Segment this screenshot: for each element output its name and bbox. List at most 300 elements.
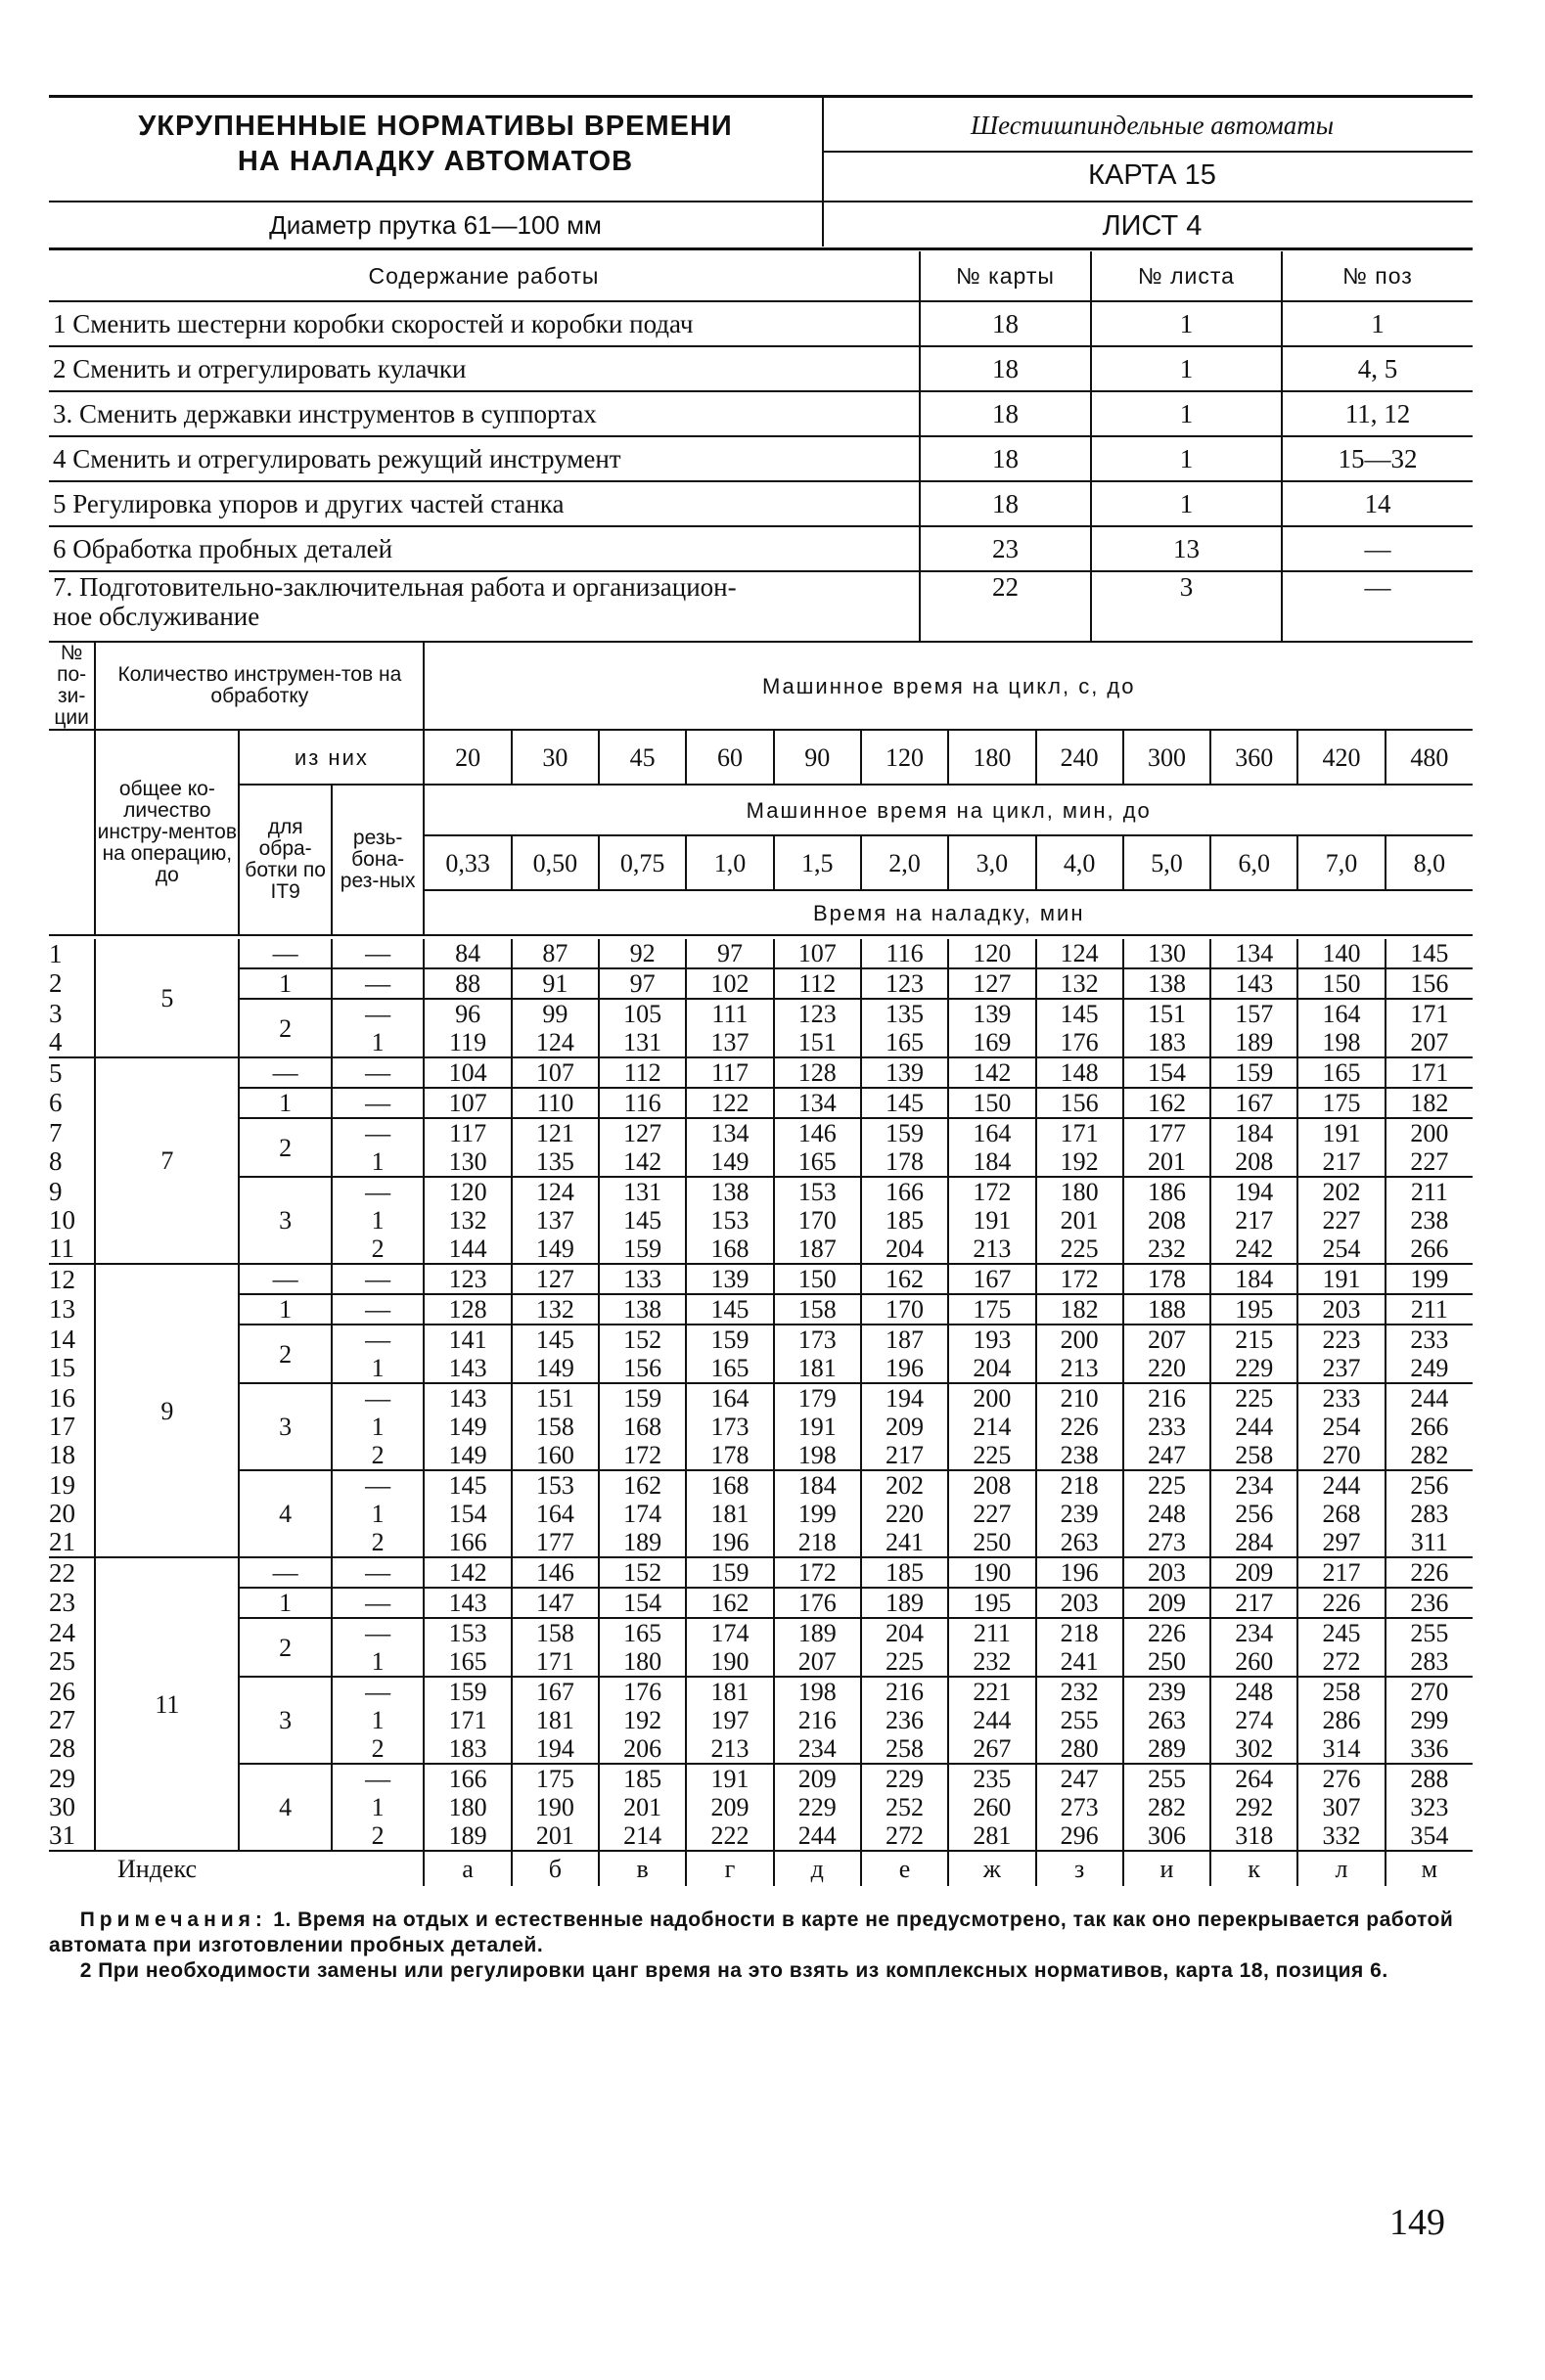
setup-time-value: 203 [1036, 1588, 1123, 1618]
setup-time-value: 189 [861, 1588, 948, 1618]
work-row [49, 346, 1473, 391]
setup-time-value: 112 [599, 1057, 686, 1088]
setup-time-value: 107 [774, 939, 861, 968]
setup-time-value: 162 [1123, 1088, 1210, 1118]
setup-time-value: 116 [861, 939, 948, 968]
sheet-number: ЛИСТ 4 [1102, 210, 1203, 242]
setup-time-value: 151 158 160 [512, 1383, 599, 1470]
setup-time-value: 207 220 [1123, 1325, 1210, 1383]
setup-time-value: 156 [1036, 1088, 1123, 1118]
setup-time-value: 172 [774, 1557, 861, 1588]
index-letter: в [599, 1851, 686, 1886]
setup-time-value: 200 214 225 [948, 1383, 1035, 1470]
setup-time-value: 158 171 [512, 1618, 599, 1677]
it9-tools: — [239, 939, 332, 968]
header-minutes: 1,5 [774, 835, 861, 890]
setup-time-value: 209 229 244 [774, 1764, 861, 1851]
work-text: 4 Сменить и отрегулировать режущий инструмент [49, 436, 920, 481]
position-numbers: 2 [49, 968, 63, 998]
header-block [49, 95, 1473, 251]
setup-time-value: 202 227 254 [1297, 1177, 1385, 1264]
total-tools: 5 [95, 939, 239, 1057]
threading-tools: — 1 2 [332, 1470, 425, 1557]
table-row [49, 1677, 1473, 1764]
setup-time-value: 210 226 238 [1036, 1383, 1123, 1470]
setup-time-value: 247 273 296 [1036, 1764, 1123, 1851]
setup-time-value: 211 238 266 [1386, 1177, 1473, 1264]
setup-time-value: 234 260 [1210, 1618, 1297, 1677]
setup-time-value: 159 [686, 1557, 773, 1588]
it9-tools: — [239, 1264, 332, 1294]
setup-time-value: 204 225 [861, 1618, 948, 1677]
setup-time-value: 139 [686, 1264, 773, 1294]
work-content-table [49, 251, 1473, 643]
setup-time-value: 177 201 [1123, 1118, 1210, 1177]
work-pos: 4, 5 [1282, 346, 1473, 391]
setup-time-value: 96 119 [424, 999, 511, 1057]
table-row [49, 1383, 1473, 1470]
header-seconds: 90 [774, 730, 861, 785]
header-seconds: 300 [1123, 730, 1210, 785]
work-text: 2 Сменить и отрегулировать кулачки [49, 346, 920, 391]
it9-tools: 1 [239, 1088, 332, 1118]
setup-time-value: 244 268 297 [1297, 1470, 1385, 1557]
work-sheet: 1 [1091, 481, 1282, 526]
setup-time-value: 184 [1210, 1264, 1297, 1294]
setup-time-value: 145 176 [1036, 999, 1123, 1057]
setup-time-value: 223 237 [1297, 1325, 1385, 1383]
setup-time-value: 195 [948, 1588, 1035, 1618]
work-sheet: 1 [1091, 436, 1282, 481]
setup-time-value: 102 [686, 968, 773, 999]
work-row [49, 391, 1473, 436]
setup-time-value: 196 [1036, 1557, 1123, 1588]
setup-time-value: 180 201 225 [1036, 1177, 1123, 1264]
it9-tools: 3 [239, 1383, 332, 1470]
setup-time-value: 152 [599, 1557, 686, 1588]
header-machine-time-sec: Машинное время на цикл, с, до [424, 643, 1473, 730]
work-card: 22 [920, 571, 1091, 642]
header-minutes: 8,0 [1386, 835, 1473, 890]
setup-time-value: 159 165 [686, 1325, 773, 1383]
setup-time-value: 171 [1386, 1057, 1473, 1088]
threading-tools: — [332, 1294, 425, 1325]
setup-time-value: 191 209 222 [686, 1764, 773, 1851]
work-text: 3. Сменить державки инструментов в суппортах [49, 391, 920, 436]
setup-time-value: 239 263 289 [1123, 1677, 1210, 1764]
setup-time-value: 159 178 [861, 1118, 948, 1177]
setup-time-value: 117 [686, 1057, 773, 1088]
it9-tools: — [239, 1557, 332, 1588]
header-minutes: 4,0 [1036, 835, 1123, 890]
setup-time-value: 198 216 234 [774, 1677, 861, 1764]
setup-time-value: 176 [774, 1588, 861, 1618]
setup-time-value: 188 [1123, 1294, 1210, 1325]
work-row [49, 481, 1473, 526]
it9-tools: 2 [239, 1618, 332, 1677]
it9-tools: 1 [239, 1588, 332, 1618]
setup-time-value: 244 266 282 [1386, 1383, 1473, 1470]
setup-time-value: 159 168 172 [599, 1383, 686, 1470]
setup-time-value: 107 [424, 1088, 511, 1118]
setup-time-value: 145 154 166 [424, 1470, 511, 1557]
threading-tools: — [332, 1588, 425, 1618]
setup-time-value: 255 282 306 [1123, 1764, 1210, 1851]
work-text: 5 Регулировка упоров и других частей станка [49, 481, 920, 526]
work-header-pos: № поз [1282, 251, 1473, 301]
header-seconds: 20 [424, 730, 511, 785]
work-header-content: Содержание работы [49, 251, 920, 301]
work-sheet: 1 [1091, 391, 1282, 436]
it9-tools: — [239, 1057, 332, 1088]
threading-tools: — [332, 1557, 425, 1588]
work-sheet: 1 [1091, 301, 1282, 346]
table-row [49, 1264, 1473, 1294]
setup-time-value: 162 [686, 1588, 773, 1618]
setup-time-value: 175 190 201 [512, 1764, 599, 1851]
setup-time-value: 184 208 [1210, 1118, 1297, 1177]
setup-time-value: 146 [512, 1557, 599, 1588]
setup-time-value: 143 149 149 [424, 1383, 511, 1470]
index-letter: д [774, 1851, 861, 1886]
setup-time-value: 158 [774, 1294, 861, 1325]
setup-time-value: 225 248 273 [1123, 1470, 1210, 1557]
setup-time-value: 162 174 189 [599, 1470, 686, 1557]
it9-tools: 2 [239, 1118, 332, 1177]
setup-time-value: 256 283 311 [1386, 1470, 1473, 1557]
position-numbers: 5 [49, 1057, 63, 1088]
setup-time-value: 154 [1123, 1057, 1210, 1088]
setup-time-value: 133 [599, 1264, 686, 1294]
setup-time-value: 200 213 [1036, 1325, 1123, 1383]
index-letter: к [1210, 1851, 1297, 1886]
it9-tools: 1 [239, 968, 332, 999]
work-header-sheet: № листа [1091, 251, 1282, 301]
setup-time-value: 116 [599, 1088, 686, 1118]
setup-time-value: 153 165 [424, 1618, 511, 1677]
setup-time-value: 276 307 332 [1297, 1764, 1385, 1851]
index-letter: е [861, 1851, 948, 1886]
setup-time-value: 199 [1386, 1264, 1473, 1294]
setup-time-value: 172 [1036, 1264, 1123, 1294]
header-threading: резь-бона-рез-ных [332, 785, 425, 935]
document-title: УКРУПНЕННЫЕ НОРМАТИВЫ ВРЕМЕНИ НА НАЛАДКУ АВТОМАТОВ [138, 111, 733, 177]
setup-time-value: 203 [1123, 1557, 1210, 1588]
setup-time-value: 145 [686, 1294, 773, 1325]
setup-time-value: 84 [424, 939, 511, 968]
setup-time-value: 202 220 241 [861, 1470, 948, 1557]
threading-tools: — 1 [332, 1618, 425, 1677]
setup-time-value: 171 192 [1036, 1118, 1123, 1177]
setup-time-value: 203 [1297, 1294, 1385, 1325]
setup-time-value: 216 236 258 [861, 1677, 948, 1764]
setup-time-value: 139 169 [948, 999, 1035, 1057]
position-numbers: 1 [49, 938, 63, 968]
header-minutes: 2,0 [861, 835, 948, 890]
threading-tools: — 1 2 [332, 1177, 425, 1264]
setup-time-value: 245 272 [1297, 1618, 1385, 1677]
setup-time-value: 123 [861, 968, 948, 999]
index-letter: з [1036, 1851, 1123, 1886]
it9-tools: 3 [239, 1177, 332, 1264]
it9-tools: 2 [239, 999, 332, 1057]
setup-time-value: 181 197 213 [686, 1677, 773, 1764]
work-card: 18 [920, 481, 1091, 526]
setup-time-value: 97 [599, 968, 686, 999]
position-numbers: 29 30 31 [49, 1764, 95, 1851]
setup-time-value: 189 207 [774, 1618, 861, 1677]
setup-time-value: 130 [1123, 939, 1210, 968]
setup-time-value: 145 [1386, 939, 1473, 968]
threading-tools: — [332, 1264, 425, 1294]
work-text: 1 Сменить шестерни коробки скоростей и коробки подач [49, 301, 920, 346]
setup-time-value: 127 [512, 1264, 599, 1294]
header-minutes: 0,33 [424, 835, 511, 890]
setup-time-value: 218 241 [1036, 1618, 1123, 1677]
setup-time-value: 171 207 [1386, 999, 1473, 1057]
setup-time-value: 164 184 [948, 1118, 1035, 1177]
work-row [49, 436, 1473, 481]
setup-time-value: 167 [948, 1264, 1035, 1294]
setup-time-value: 127 142 [599, 1118, 686, 1177]
threading-tools: — 1 [332, 1325, 425, 1383]
index-letter: б [512, 1851, 599, 1886]
setup-time-value: 117 130 [424, 1118, 511, 1177]
table-row [49, 1764, 1473, 1851]
threading-tools: — 1 2 [332, 1677, 425, 1764]
work-sheet: 13 [1091, 526, 1282, 571]
header-minutes: 3,0 [948, 835, 1035, 890]
table-row [49, 1618, 1473, 1677]
setup-time-value: 145 [861, 1088, 948, 1118]
position-numbers: 7 8 [49, 1118, 63, 1176]
setup-time-value: 134 [1210, 939, 1297, 968]
setup-time-value: 99 124 [512, 999, 599, 1057]
setup-time-value: 127 [948, 968, 1035, 999]
setup-time-value: 270 299 336 [1386, 1677, 1473, 1764]
table-row [49, 1118, 1473, 1177]
card-number: КАРТА 15 [1088, 159, 1216, 191]
setup-time-value: 178 [1123, 1264, 1210, 1294]
header-tool-count: Количество инструмен-тов на обработку [95, 643, 424, 730]
setup-time-value: 157 189 [1210, 999, 1297, 1057]
threading-tools: — 1 2 [332, 1383, 425, 1470]
work-text: 6 Обработка пробных деталей [49, 526, 920, 571]
header-position: № по-зи-ции [49, 643, 95, 730]
work-sheet: 1 [1091, 346, 1282, 391]
setup-time-value: 145 149 [512, 1325, 599, 1383]
setup-time-value: 128 [774, 1057, 861, 1088]
threading-tools: — 1 [332, 1118, 425, 1177]
setup-time-value: 211 232 [948, 1618, 1035, 1677]
setup-time-value: 234 256 284 [1210, 1470, 1297, 1557]
setup-time-value: 172 191 213 [948, 1177, 1035, 1264]
setup-time-value: 138 153 168 [686, 1177, 773, 1264]
setup-time-value: 229 252 272 [861, 1764, 948, 1851]
setup-time-value: 120 [948, 939, 1035, 968]
setup-time-value: 153 164 177 [512, 1470, 599, 1557]
setup-time-value: 159 171 183 [424, 1677, 511, 1764]
setup-time-table [49, 643, 1473, 1886]
setup-time-value: 107 [512, 1057, 599, 1088]
setup-time-value: 218 239 263 [1036, 1470, 1123, 1557]
setup-time-value: 258 286 314 [1297, 1677, 1385, 1764]
total-tools: 7 [95, 1057, 239, 1264]
setup-time-value: 146 165 [774, 1118, 861, 1177]
setup-time-value: 235 260 281 [948, 1764, 1035, 1851]
setup-time-value: 186 208 232 [1123, 1177, 1210, 1264]
setup-time-value: 152 156 [599, 1325, 686, 1383]
setup-time-value: 156 [1386, 968, 1473, 999]
setup-time-value: 97 [686, 939, 773, 968]
setup-time-value: 185 201 214 [599, 1764, 686, 1851]
work-card: 18 [920, 346, 1091, 391]
note-2: 2 При необходимости замены или регулировки цанг время на это взять из комплексных нормативов, карта 18, позиция 6. [79, 1959, 1388, 1982]
setup-time-value: 151 183 [1123, 999, 1210, 1057]
setup-time-value: 135 165 [861, 999, 948, 1057]
setup-time-value: 221 244 267 [948, 1677, 1035, 1764]
setup-time-value: 153 170 187 [774, 1177, 861, 1264]
index-letter: ж [948, 1851, 1035, 1886]
position-numbers: 13 [49, 1294, 75, 1324]
setup-time-value: 140 [1297, 939, 1385, 968]
it9-tools: 4 [239, 1470, 332, 1557]
setup-time-value: 132 [1036, 968, 1123, 999]
page-number: 149 [1389, 2202, 1445, 2243]
setup-time-value: 217 [1210, 1588, 1297, 1618]
table-row [49, 968, 1473, 999]
machine-type: Шестишпиндельные автоматы [970, 111, 1335, 140]
position-numbers: 9 10 11 [49, 1177, 95, 1264]
position-numbers: 22 [49, 1557, 75, 1588]
setup-time-value: 170 [861, 1294, 948, 1325]
setup-time-value: 216 233 247 [1123, 1383, 1210, 1470]
table-row [49, 1057, 1473, 1088]
work-pos: 1 [1282, 301, 1473, 346]
table-row [49, 1557, 1473, 1588]
table-row [49, 1088, 1473, 1118]
position-numbers: 24 25 [49, 1618, 75, 1676]
position-numbers: 23 [49, 1588, 75, 1617]
setup-time-value: 131 145 159 [599, 1177, 686, 1264]
setup-time-value: 154 [599, 1588, 686, 1618]
setup-time-value: 132 [512, 1294, 599, 1325]
setup-time-value: 110 [512, 1088, 599, 1118]
setup-time-value: 124 137 149 [512, 1177, 599, 1264]
position-numbers: 3 4 [49, 999, 95, 1057]
table-row [49, 1177, 1473, 1264]
setup-time-value: 164 173 178 [686, 1383, 773, 1470]
setup-time-value: 225 244 258 [1210, 1383, 1297, 1470]
work-pos: 11, 12 [1282, 391, 1473, 436]
position-numbers: 19 20 21 [49, 1470, 95, 1557]
setup-time-value: 185 [861, 1557, 948, 1588]
it9-tools: 4 [239, 1764, 332, 1851]
index-label: Индекс [117, 1855, 197, 1883]
setup-time-value: 165 [1297, 1057, 1385, 1088]
setup-time-value: 187 196 [861, 1325, 948, 1383]
setup-time-value: 191 217 [1297, 1118, 1385, 1177]
position-numbers: 14 15 [49, 1325, 75, 1382]
work-row [49, 301, 1473, 346]
setup-time-value: 150 [1297, 968, 1385, 999]
header-seconds: 120 [861, 730, 948, 785]
setup-time-value: 147 [512, 1588, 599, 1618]
setup-time-value: 92 [599, 939, 686, 968]
header-total-tools: общее ко-личество инстру-ментов на операцию, до [95, 730, 239, 935]
setup-time-value: 165 180 [599, 1618, 686, 1677]
setup-time-value: 184 199 218 [774, 1470, 861, 1557]
setup-time-value: 190 [948, 1557, 1035, 1588]
table-row [49, 1470, 1473, 1557]
header-it9: для обра-ботки по IT9 [239, 785, 332, 935]
setup-time-value: 176 192 206 [599, 1677, 686, 1764]
setup-time-value: 167 181 194 [512, 1677, 599, 1764]
table-row [49, 999, 1473, 1057]
setup-time-value: 138 [599, 1294, 686, 1325]
it9-tools: 3 [239, 1677, 332, 1764]
header-minutes: 1,0 [686, 835, 773, 890]
setup-time-value: 194 209 217 [861, 1383, 948, 1470]
header-seconds: 60 [686, 730, 773, 785]
header-minutes: 7,0 [1297, 835, 1385, 890]
setup-time-value: 143 [1210, 968, 1297, 999]
setup-time-value: 182 [1036, 1294, 1123, 1325]
total-tools: 9 [95, 1264, 239, 1557]
setup-time-value: 211 [1386, 1294, 1473, 1325]
setup-time-value: 122 [686, 1088, 773, 1118]
index-letter: м [1386, 1851, 1473, 1886]
setup-time-value: 123 [424, 1264, 511, 1294]
setup-time-value: 209 [1123, 1588, 1210, 1618]
setup-time-value: 139 [861, 1057, 948, 1088]
setup-time-value: 226 [1386, 1557, 1473, 1588]
setup-time-value: 193 204 [948, 1325, 1035, 1383]
threading-tools: — [332, 968, 425, 999]
table-row [49, 939, 1473, 968]
setup-time-value: 175 [1297, 1088, 1385, 1118]
setup-time-value: 194 217 242 [1210, 1177, 1297, 1264]
position-numbers: 6 [49, 1088, 63, 1117]
table-row [49, 1294, 1473, 1325]
setup-time-value: 191 [1297, 1264, 1385, 1294]
setup-time-value: 215 229 [1210, 1325, 1297, 1383]
setup-time-value: 124 [1036, 939, 1123, 968]
setup-time-value: 121 135 [512, 1118, 599, 1177]
position-numbers: 16 17 18 [49, 1383, 75, 1469]
header-seconds: 45 [599, 730, 686, 785]
setup-time-value: 142 [424, 1557, 511, 1588]
setup-time-value: 104 [424, 1057, 511, 1088]
threading-tools: — [332, 1088, 425, 1118]
setup-time-value: 168 181 196 [686, 1470, 773, 1557]
setup-time-value: 248 274 302 [1210, 1677, 1297, 1764]
setup-time-value: 134 149 [686, 1118, 773, 1177]
setup-time-value: 226 250 [1123, 1618, 1210, 1677]
work-text: 7. Подготовительно-заключительная работа и организацион- ное обслуживание [49, 571, 920, 642]
setup-time-value: 182 [1386, 1088, 1473, 1118]
it9-tools: 1 [239, 1294, 332, 1325]
page [49, 95, 1473, 1984]
setup-time-value: 134 [774, 1088, 861, 1118]
header-minutes: 0,50 [512, 835, 599, 890]
it9-tools: 2 [239, 1325, 332, 1383]
setup-time-value: 164 198 [1297, 999, 1385, 1057]
header-setup-time: Время на наладку, мин [424, 890, 1473, 935]
setup-time-value: 141 143 [424, 1325, 511, 1383]
setup-time-value: 142 [948, 1057, 1035, 1088]
table-row [49, 1588, 1473, 1618]
